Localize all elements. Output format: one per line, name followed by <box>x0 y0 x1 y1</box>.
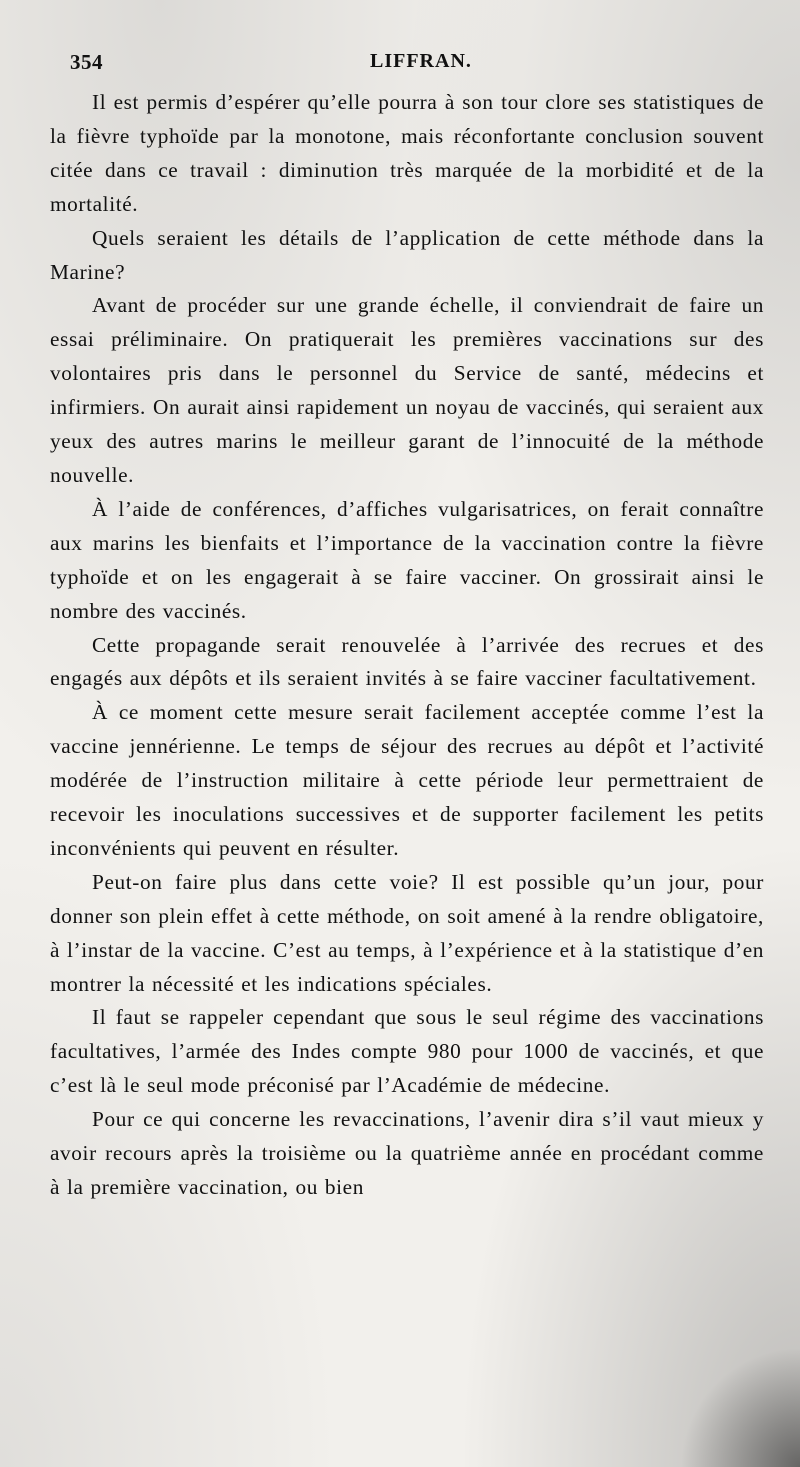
paragraph-3: Avant de procéder sur une grande échelle, il conviendrait de faire un essai préliminaire. On pratiquerait les premières vaccinations sur des volontaires pris dans le personnel du Service de santé, médecins et infirmiers. On aurait ainsi rapidement un noyau de vaccinés, qui seraient aux yeux des autres marins le meilleur garant de l’innocuité de la méthode nouvelle. <box>50 293 764 487</box>
running-title: LIFFRAN. <box>370 50 472 72</box>
paragraph-8: Il faut se rappeler cependant que sous le seul régime des vaccinations facultatives, l’armée des Indes compte 980 pour 1000 de vaccinés, et que c’est là le seul mode préconisé par l’Académie de médecine. <box>50 1005 764 1098</box>
page-header <box>70 50 755 80</box>
body-text <box>50 86 764 1205</box>
paragraph-2: Quels seraient les détails de l’application de cette méthode dans la Marine? <box>50 225 764 284</box>
page-number: 354 <box>70 50 103 74</box>
paragraph-9: Pour ce qui concerne les revaccinations, l’avenir dira s’il vaut mieux y avoir recours après la troisième ou la quatrième année en procédant comme à la première vaccination, ou bien <box>50 1107 764 1199</box>
paragraph-4: À l’aide de conférences, d’affiches vulgarisatrices, on ferait connaître aux marins les bienfaits et l’importance de la vaccination contre la fièvre typhoïde et on les engagerait à se faire vacciner. On grossirait ainsi le nombre des vaccinés. <box>50 496 764 623</box>
paragraph-7: Peut-on faire plus dans cette voie? Il est possible qu’un jour, pour donner son plein effet à cette méthode, on soit amené à la rendre obligatoire, à l’instar de la vaccine. C’est au temps, à l’expérience et à la statistique d’en montrer la nécessité et les indications spéciales. <box>50 869 764 996</box>
scan-shadow <box>680 1347 800 1467</box>
paragraph-6: À ce moment cette mesure serait facilement acceptée comme l’est la vaccine jennérienne. Le temps de séjour des recrues au dépôt et l’activité modérée de l’instruction militaire à cette période leur permettraient de recevoir les inoculations successives et de supporter facilement les petits inconvénients qui peuvent en résulter. <box>50 700 764 860</box>
paragraph-1: Il est permis d’espérer qu’elle pourra à son tour clore ses statistiques de la fièvre typhoïde par la monotone, mais réconfortante conclusion souvent citée dans ce travail : diminution très marquée de la morbidité et de la mortalité. <box>50 90 764 216</box>
paragraph-5: Cette propagande serait renouvelée à l’arrivée des recrues et des engagés aux dépôts et ils seraient invités à se faire vacciner facultativement. <box>50 632 764 691</box>
